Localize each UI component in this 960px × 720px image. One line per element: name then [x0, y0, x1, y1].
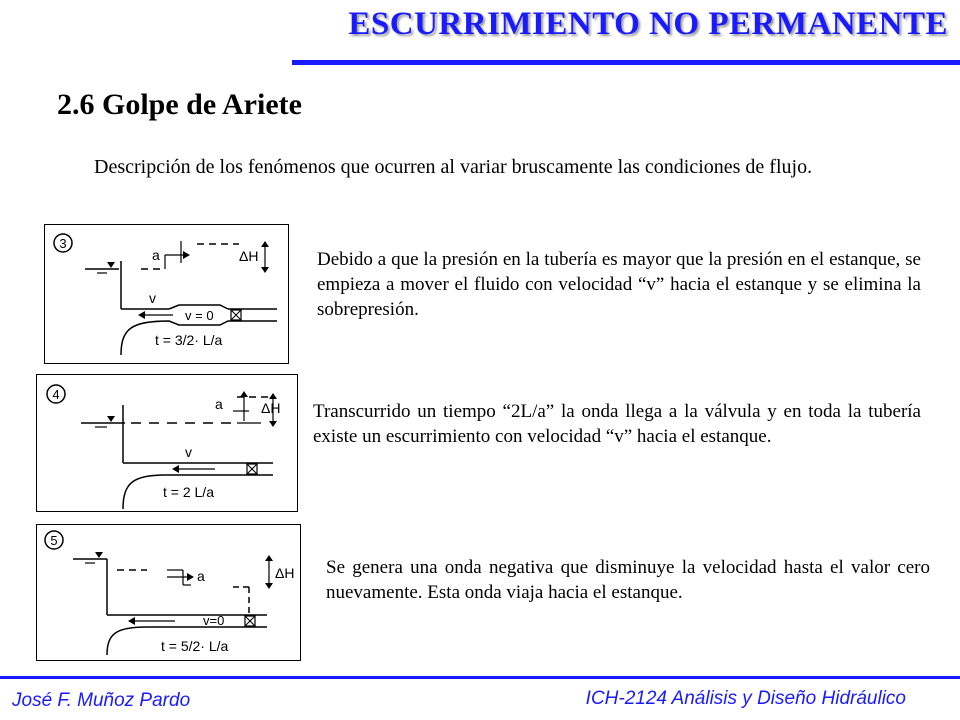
footer-author: José F. Muñoz Pardo [12, 690, 191, 711]
stage-number: 5 [50, 533, 58, 548]
intro-paragraph: Descripción de los fenómenos que ocurren al variar bruscamente las condiciones de flujo. [94, 156, 813, 178]
stage-4-description: Transcurrido un tiempo “2L/a” la onda llega a la válvula y en toda la tubería existe un escurrimiento con velocidad “v” hacia el estanque. [313, 401, 921, 447]
stage-3-description: Debido a que la presión en la tubería es mayor que la presión en el estanque, se empieza a mover el fluido con velocidad “v” hacia el estanque y se elimina la sobrepresión. [317, 249, 921, 320]
label-v-zero: v=0 [203, 613, 225, 628]
figure-stage-3 [44, 224, 289, 364]
stage-4-diagram [37, 375, 297, 511]
label-a: a [197, 568, 205, 584]
stage-5-diagram [37, 525, 300, 660]
label-delta-h: ΔH [261, 400, 281, 416]
label-delta-h: ΔH [239, 248, 259, 264]
stage-5-description: Se genera una onda negativa que disminuye la velocidad hasta el valor cero nuevamente. Esta onda viaja hacia el estanque. [326, 557, 930, 603]
footer-rule [0, 676, 960, 679]
stage-3-diagram [45, 225, 288, 363]
label-v: v [149, 290, 156, 306]
footer-course: ICH-2124 Análisis y Diseño Hidráulico [585, 688, 906, 709]
label-delta-h: ΔH [275, 565, 295, 581]
title-underline [292, 60, 960, 65]
label-a: a [215, 396, 223, 412]
stage-number: 4 [52, 387, 60, 402]
stage-number: 3 [59, 236, 67, 251]
label-time: t = 5/2· L/a [161, 638, 229, 654]
label-a: a [152, 247, 160, 263]
figure-stage-5 [36, 524, 301, 661]
label-v: v [185, 444, 192, 460]
label-time: t = 2 L/a [163, 484, 214, 500]
section-heading: 2.6 Golpe de Ariete [57, 88, 302, 121]
label-v-zero: v = 0 [185, 308, 214, 323]
label-time: t = 3/2· L/a [155, 332, 223, 348]
figure-stage-4 [36, 374, 298, 512]
slide-title: ESCURRIMIENTO NO PERMANENTE [348, 6, 948, 42]
